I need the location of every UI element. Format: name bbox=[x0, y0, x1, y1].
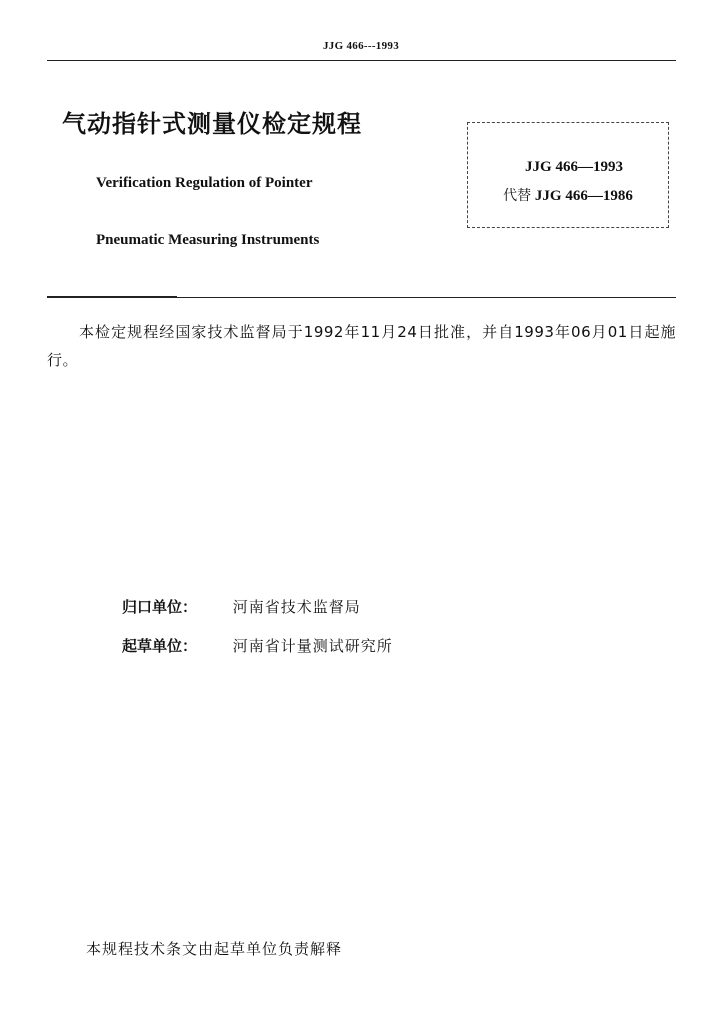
drafting-organization-value: 河南省计量测试研究所 bbox=[232, 637, 393, 655]
replaces-label: 代替 bbox=[503, 188, 532, 204]
english-title-line-1: Verification Regulation of Pointer bbox=[96, 175, 313, 191]
approval-statement: 本检定规程经国家技术监督局于1992年11月24日批准，并自1993年06月01日起施行。 bbox=[47, 323, 676, 369]
drafting-organization-row bbox=[122, 635, 393, 656]
responsible-organization-label: 归口单位： bbox=[122, 598, 198, 616]
drafting-organization-label: 起草单位： bbox=[122, 637, 198, 655]
replaced-code: JJG 466—1986 bbox=[534, 188, 633, 204]
section-rule bbox=[47, 297, 676, 298]
replaced-code-line bbox=[468, 185, 668, 205]
chinese-title: 气动指针式测量仪检定规程 bbox=[62, 110, 362, 138]
english-title-line-2: Pneumatic Measuring Instruments bbox=[96, 232, 320, 248]
document-code-header: JJG 466---1993 bbox=[323, 40, 399, 52]
current-code: JJG 466—1993 bbox=[525, 159, 623, 175]
responsible-organization-row bbox=[122, 596, 361, 617]
responsible-organization-value: 河南省技术监督局 bbox=[232, 598, 361, 616]
header-rule bbox=[47, 60, 676, 61]
interpretation-note: 本规程技术条文由起草单位负责解释 bbox=[86, 940, 343, 958]
regulation-code-box bbox=[467, 122, 669, 228]
